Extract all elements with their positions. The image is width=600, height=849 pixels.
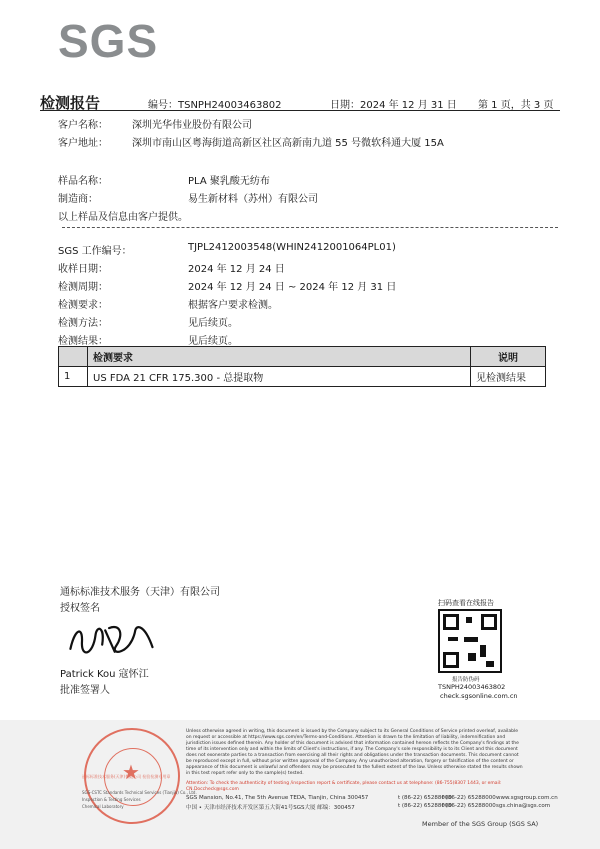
sample-name: PLA 聚乳酸无纺布: [188, 176, 270, 187]
client-name-label: 客户名称：: [58, 120, 108, 131]
qr-report-code: TSNPH24003463802: [438, 683, 506, 691]
report-number: 编号：TSNPH24003463802: [148, 100, 282, 111]
test-requirement: 根据客户要求检测。: [188, 300, 278, 311]
table-row-requirement: US FDA 21 CFR 175.300 - 总提取物: [88, 367, 471, 387]
client-address-label: 客户地址：: [58, 138, 108, 149]
anti-fake-label: 报告防伪码: [452, 677, 480, 683]
table-row-note: 见检测结果: [471, 367, 546, 387]
table-row: [59, 367, 546, 387]
star-icon: ★: [122, 760, 140, 784]
fax-2: f (86-22) 65288000: [442, 803, 496, 809]
test-requirement-label: 检测要求：: [58, 300, 108, 311]
website[interactable]: www.sgsgroup.com.cn: [496, 795, 558, 801]
manufacturer-label: 制造商：: [58, 194, 98, 205]
lab-name-en-3: Chemical Laboratory: [82, 804, 124, 809]
authenticity-notice: Attention: To check the authenticity of testing /inspection report & certificate, please contact us at telephone: (86-755)8307 1443, or email: CN.Doccheck@sgs.com: [186, 781, 502, 792]
table-header-requirement: 检测要求: [88, 347, 471, 367]
seal-lettering: 通标标准技术服务(天津)有限公司 检验检测专用章: [82, 774, 171, 779]
signatory-role: 批准签署人: [60, 685, 110, 696]
contact-email[interactable]: sgs.china@sgs.com: [496, 803, 551, 809]
sample-note: 以上样品及信息由客户提供。: [58, 212, 188, 223]
lab-name-en-2: Inspection & Testing Services: [82, 797, 141, 802]
test-period: 2024 年 12 月 24 日 ~ 2024 年 12 月 31 日: [188, 282, 397, 293]
handwritten-signature: [64, 613, 157, 670]
telephone-2: t (86-22) 65288000: [398, 803, 452, 809]
test-method: 见后续页。: [188, 318, 238, 329]
receipt-date: 2024 年 12 月 24 日: [188, 264, 285, 275]
section-divider: [62, 227, 558, 228]
table-header-index: [59, 347, 88, 367]
job-number: TJPL2412003548(WHIN2412001064PL01): [188, 242, 396, 253]
document-title: 检测报告: [40, 94, 101, 112]
address-en: SGS Mansion, No.41, The 5th Avenue TEDA, Tianjin, China 300457: [186, 795, 369, 801]
table-header-note: 说明: [471, 347, 546, 367]
signatory-name: Patrick Kou 寇怀江: [60, 669, 149, 680]
sgs-logo: SGS: [58, 15, 159, 67]
fax-1: f (86-22) 65288000: [442, 795, 496, 801]
test-result-label: 检测结果：: [58, 336, 108, 347]
sample-name-label: 样品名称：: [58, 176, 108, 187]
qr-caption: 扫码查看在线报告: [438, 599, 494, 607]
page-indicator: 第 1 页，共 3 页: [478, 100, 554, 111]
manufacturer: 易生新材料（苏州）有限公司: [188, 194, 318, 205]
table-row-index: 1: [59, 367, 88, 387]
header-divider: [40, 110, 560, 111]
table-header-row: [59, 347, 546, 367]
test-method-label: 检测方法：: [58, 318, 108, 329]
group-membership: Member of the SGS Group (SGS SA): [422, 820, 539, 828]
lab-name-en-1: SGS-CSTC Standards Technical Services (Tianjin) Co., Ltd.: [82, 790, 197, 795]
signing-company: 通标标准技术服务（天津）有限公司: [60, 587, 220, 598]
legal-disclaimer: Unless otherwise agreed in writing, this document is issued by the Company subject to its General Conditions of Service printed overleaf, available on request or accessible at https://www.sgs.com/en/Terms-and-Conditions. Attention is drawn to the limitation of liability, indemnification and jurisdiction issues defined therein. Any holder of this document is advised that information contained hereon reflects the Company's findings at the time of its intervention only and within the limits of Client's instructions, if any. The Company's sole responsibility is to its Client and this document does not exonerate parties to a transaction from exercising all their rights and obligations under the transaction documents. This document cannot be reproduced except in full, without prior written approval of the Company. Any unauthorized alteration, forgery or falsification of the content or appearance of this document is unlawful and offenders may be prosecuted to the fullest extent of the law. Unless otherwise stated the results shown in this test report refer only to the sample(s) tested.: [186, 729, 523, 776]
qr-code-icon[interactable]: [438, 609, 502, 673]
requirements-table: [58, 346, 546, 387]
report-date: 日期：2024 年 12 月 31 日: [330, 100, 457, 111]
test-period-label: 检测周期：: [58, 282, 108, 293]
test-result: 见后续页。: [188, 336, 238, 347]
receipt-date-label: 收样日期：: [58, 264, 108, 275]
telephone-1: t (86-22) 65288000: [398, 795, 452, 801]
signature-stroke-icon: [64, 613, 157, 663]
client-address: 深圳市南山区粤海街道高新区社区高新南九道 55 号微软科通大厦 15A: [132, 138, 444, 149]
address-cn: 中国 • 天津市经济技术开发区第五大街41号SGS大厦 邮编：300457: [186, 805, 355, 811]
job-number-label: SGS 工作编号：: [58, 246, 132, 257]
authorized-signature-label: 授权签名: [60, 603, 100, 614]
verify-site: check.sgsonline.com.cn: [440, 692, 518, 700]
client-name: 深圳光华伟业股份有限公司: [132, 120, 252, 131]
